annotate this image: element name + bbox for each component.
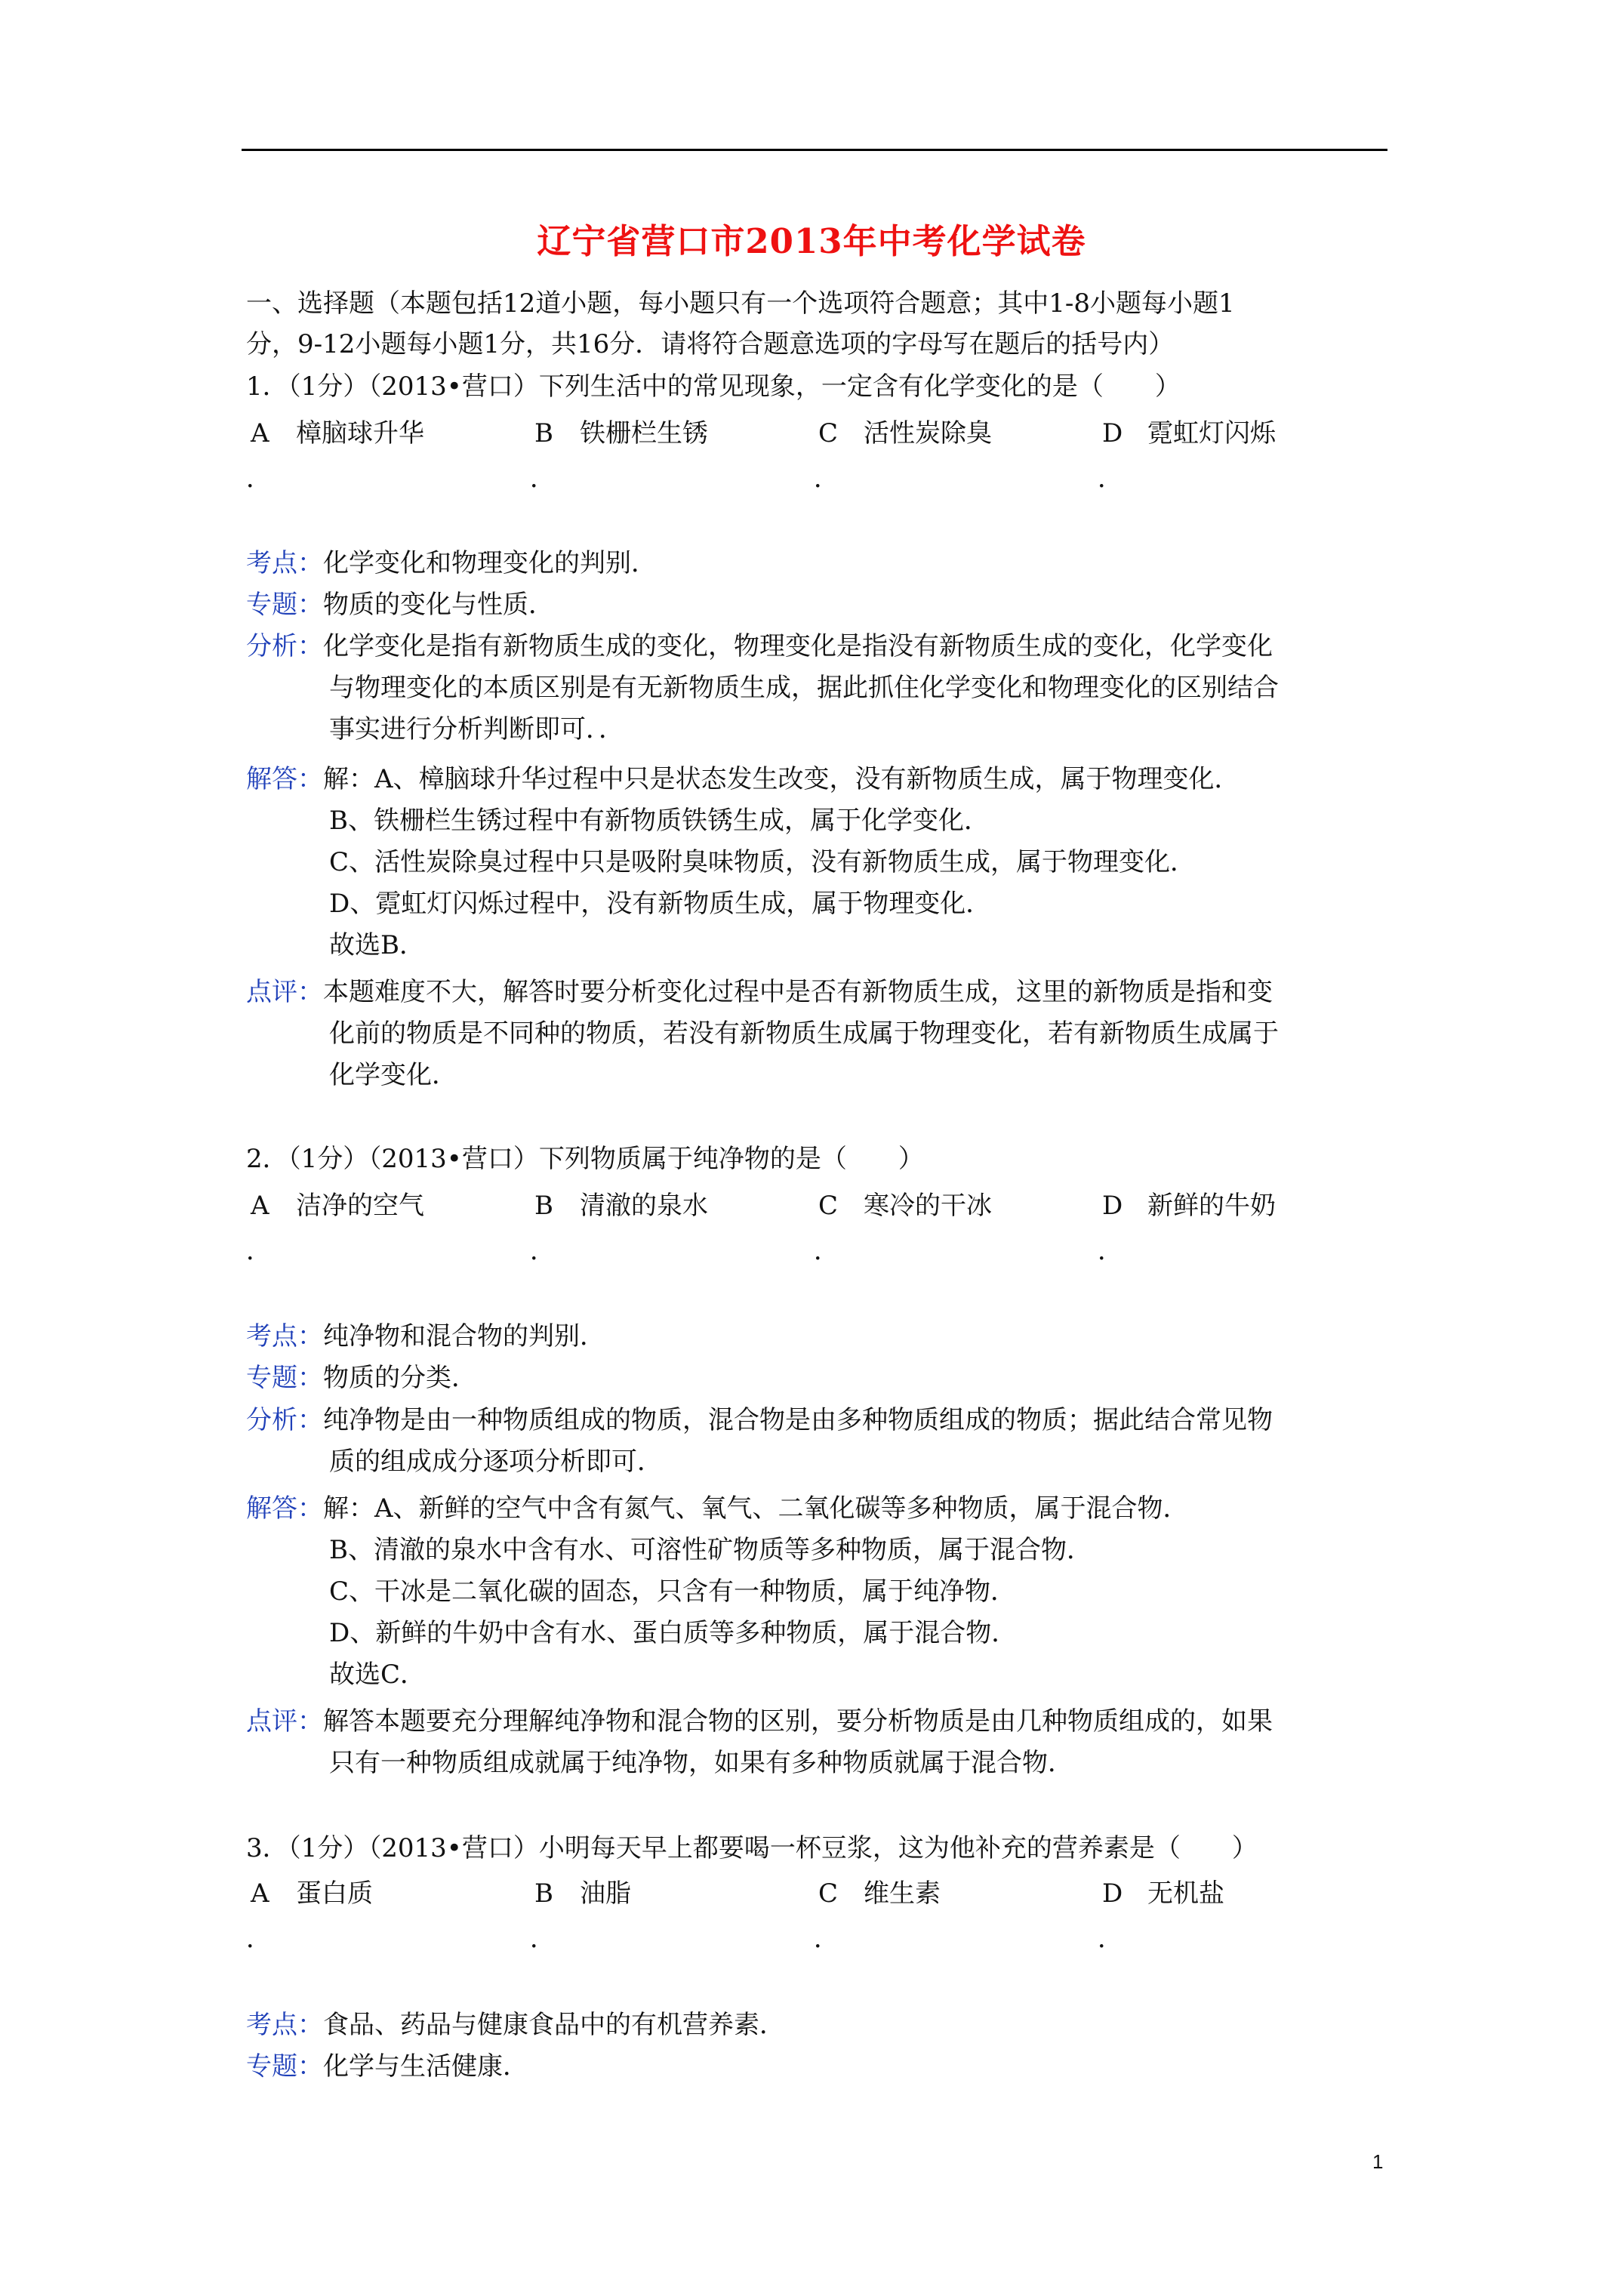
option-text: 无机盐 [1147, 1878, 1224, 1909]
label-fenxi: 分析： [246, 1405, 323, 1435]
analysis-jieda [246, 1490, 1189, 1527]
label-dianping: 点评： [246, 977, 323, 1007]
analysis-dianping [246, 1703, 1273, 1740]
analysis-kaodian [246, 545, 657, 581]
option-text: 铁栅栏生锈 [580, 418, 708, 448]
option-dot: ． [814, 1924, 839, 1954]
label-jieda: 解答： [246, 1493, 323, 1524]
option-text: 樟脑球升华 [296, 418, 424, 448]
option-letter: D [1102, 1878, 1123, 1909]
label-zhuanti: 专题： [246, 1363, 323, 1393]
dianping-text: 化前的物质是不同种的物质，若没有新物质生成属于物理变化，若有新物质生成属于 [329, 1019, 1279, 1049]
option-dot: ． [814, 1236, 839, 1266]
option-letter: B [534, 1878, 553, 1909]
analysis-dianping [246, 974, 1273, 1010]
page-number: 1 [1372, 2150, 1384, 2173]
jieda-text: 故选B． [329, 930, 425, 960]
zhuanti-text: 化学与生活健康． [323, 2051, 528, 2082]
option-text: 清澈的泉水 [580, 1191, 708, 1221]
option-letter: B [534, 1191, 553, 1221]
option-dot: ． [814, 464, 839, 494]
option-letter: D [1102, 418, 1123, 448]
kaodian-text: 化学变化和物理变化的判别． [323, 548, 657, 578]
option-text: 洁净的空气 [296, 1191, 424, 1221]
option-letter: B [534, 418, 553, 448]
option-letter: A [251, 1191, 269, 1221]
dianping-text: 本题难度不大，解答时要分析变化过程中是否有新物质生成，这里的新物质是指和变 [323, 977, 1273, 1007]
option-letter: D [1102, 1191, 1123, 1221]
option-dot: ． [1098, 464, 1123, 494]
header-rule [242, 149, 1387, 151]
jieda-text: C、干冰是二氧化碳的固态，只含有一种物质，属于纯净物． [329, 1576, 1017, 1607]
option-dot: ． [530, 1924, 556, 1954]
fenxi-text: 与物理变化的本质区别是有无新物质生成，据此抓住化学变化和物理变化的区别结合 [329, 673, 1279, 703]
jieda-text: B、清澈的泉水中含有水、可溶性矿物质等多种物质，属于混合物． [329, 1535, 1092, 1565]
fenxi-text: 质的组成成分逐项分析即可． [329, 1447, 663, 1477]
jieda-text: B、铁栅栏生锈过程中有新物质铁锈生成，属于化学变化． [329, 806, 990, 836]
analysis-jieda [246, 761, 1240, 797]
jieda-text: D、新鲜的牛奶中含有水、蛋白质等多种物质，属于混合物． [329, 1618, 1018, 1648]
analysis-zhuanti [246, 587, 554, 623]
option-text: 活性炭除臭 [864, 418, 992, 448]
option-dot: ． [246, 1236, 272, 1266]
label-kaodian: 考点： [246, 548, 323, 578]
option-letter: C [818, 418, 839, 448]
fenxi-text: 化学变化是指有新物质生成的变化，物理变化是指没有新物质生成的变化，化学变化 [323, 631, 1273, 661]
option-dot: ． [246, 1924, 272, 1954]
label-kaodian: 考点： [246, 2010, 323, 2040]
question-stem: 3．（1分）（2013•营口）小明每天早上都要喝一杯豆浆，这为他补充的营养素是（ ） [246, 1833, 1258, 1863]
kaodian-text: 纯净物和混合物的判别． [323, 1321, 605, 1351]
zhuanti-text: 物质的变化与性质． [323, 590, 554, 620]
page-title: 辽宁省营口市2013年中考化学试卷 [537, 221, 1086, 261]
option-dot: ． [1098, 1236, 1123, 1266]
label-fenxi: 分析： [246, 631, 323, 661]
option-text: 蛋白质 [296, 1878, 373, 1909]
option-dot: ． [530, 1236, 556, 1266]
option-letter: A [251, 418, 269, 448]
option-text: 维生素 [864, 1878, 941, 1909]
analysis-fenxi [246, 1402, 1273, 1438]
fenxi-text: 事实进行分析判断即可．． [329, 714, 624, 744]
analysis-zhuanti [246, 1360, 477, 1396]
option-dot: ． [530, 464, 556, 494]
option-letter: C [818, 1878, 839, 1909]
jieda-text: C、活性炭除臭过程中只是吸附臭味物质，没有新物质生成，属于物理变化． [329, 847, 1196, 877]
option-text: 新鲜的牛奶 [1147, 1191, 1276, 1221]
question-stem: 2．（1分）（2013•营口）下列物质属于纯净物的是（ ） [246, 1144, 924, 1174]
option-dot: ． [1098, 1924, 1123, 1954]
jieda-text: 解：A、新鲜的空气中含有氮气、氧气、二氧化碳等多种物质，属于混合物． [323, 1493, 1189, 1524]
option-text: 寒冷的干冰 [864, 1191, 992, 1221]
analysis-fenxi [246, 628, 1273, 664]
option-text: 油脂 [580, 1878, 631, 1909]
analysis-zhuanti [246, 2048, 528, 2085]
dianping-text: 解答本题要充分理解纯净物和混合物的区别，要分析物质是由几种物质组成的，如果 [323, 1706, 1273, 1737]
analysis-kaodian [246, 2007, 785, 2043]
section-intro-line: 分，9-12小题每小题1分，共16分．请将符合题意选项的字母写在题后的括号内） [246, 329, 1175, 359]
analysis-kaodian [246, 1318, 605, 1354]
option-dot: ． [246, 464, 272, 494]
jieda-text: 解：A、樟脑球升华过程中只是状态发生改变，没有新物质生成，属于物理变化． [323, 764, 1240, 794]
label-dianping: 点评： [246, 1706, 323, 1737]
jieda-text: D、霓虹灯闪烁过程中，没有新物质生成，属于物理变化． [329, 889, 992, 919]
label-kaodian: 考点： [246, 1321, 323, 1351]
label-zhuanti: 专题： [246, 590, 323, 620]
dianping-text: 化学变化． [329, 1060, 457, 1090]
option-letter: C [818, 1191, 839, 1221]
question-stem: 1．（1分）（2013•营口）下列生活中的常见现象，一定含有化学变化的是（ ） [246, 371, 1181, 402]
zhuanti-text: 物质的分类． [323, 1363, 477, 1393]
dianping-text: 只有一种物质组成就属于纯净物，如果有多种物质就属于混合物． [329, 1748, 1073, 1778]
kaodian-text: 食品、药品与健康食品中的有机营养素． [323, 2010, 785, 2040]
label-zhuanti: 专题： [246, 2051, 323, 2082]
jieda-text: 故选C． [329, 1660, 427, 1690]
label-jieda: 解答： [246, 764, 323, 794]
option-letter: A [251, 1878, 269, 1909]
option-text: 霓虹灯闪烁 [1147, 418, 1276, 448]
fenxi-text: 纯净物是由一种物质组成的物质，混合物是由多种物质组成的物质；据此结合常见物 [323, 1405, 1273, 1435]
section-intro-line: 一、选择题（本题包括12道小题，每小题只有一个选项符合题意；其中1-8小题每小题1 [246, 288, 1235, 319]
